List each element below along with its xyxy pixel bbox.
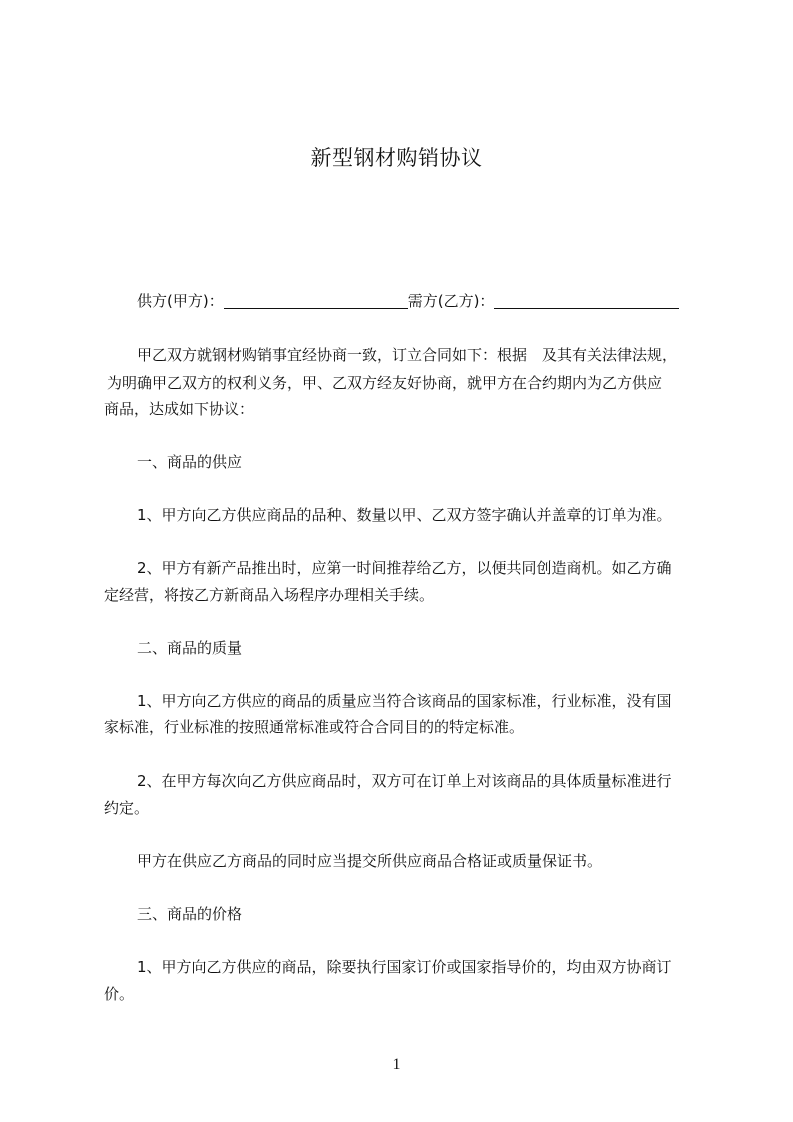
quality-clause-2-line-2: 约定。	[104, 799, 150, 817]
section-heading-supply: 一、商品的供应	[137, 453, 243, 471]
parties-line	[137, 290, 679, 312]
quality-clause-2-line-1: 2、在甲方每次向乙方供应商品时，双方可在订单上对该商品的具体质量标准进行	[137, 772, 672, 790]
intro-line-3: 商品，达成如下协议：	[104, 400, 255, 418]
supply-clause-2-line-2: 定经营，将按乙方新商品入场程序办理相关手续。	[104, 586, 435, 604]
document-title: 新型钢材购销协议	[310, 146, 483, 170]
supply-clause-1: 1、甲方向乙方供应商品的品种、数量以甲、乙双方签字确认并盖章的订单为准。	[137, 506, 672, 524]
quality-clause-1-line-1: 1、甲方向乙方供应的商品的质量应当符合该商品的国家标准，行业标准，没有国	[137, 692, 672, 710]
price-clause-1-line-2: 价。	[104, 985, 135, 1003]
buyer-blank	[494, 293, 679, 309]
price-clause-1-line-1: 1、甲方向乙方供应的商品，除要执行国家订价或国家指导价的，均由双方协商订	[137, 958, 672, 976]
intro-line-2: 为明确甲乙双方的权利义务，甲、乙双方经友好协商，就甲方在合约期内为乙方供应	[107, 374, 663, 392]
supplier-label: 供方(甲方)：	[137, 292, 224, 310]
section-heading-quality: 二、商品的质量	[137, 639, 243, 657]
quality-clause-3: 甲方在供应乙方商品的同时应当提交所供应商品合格证或质量保证书。	[137, 852, 603, 870]
supply-clause-2-line-1: 2、甲方有新产品推出时，应第一时间推荐给乙方，以便共同创造商机。如乙方确	[137, 559, 672, 577]
buyer-label: 需方(乙方)：	[407, 292, 495, 310]
quality-clause-1-line-2: 家标准，行业标准的按照通常标准或符合合同目的的特定标准。	[104, 718, 525, 736]
supplier-blank	[224, 293, 408, 309]
intro-line-1: 甲乙双方就钢材购销事宜经协商一致，订立合同如下：根据 及其有关法律法规，	[137, 346, 678, 364]
section-heading-price: 三、商品的价格	[137, 905, 243, 923]
page-number: 1	[392, 1056, 401, 1073]
